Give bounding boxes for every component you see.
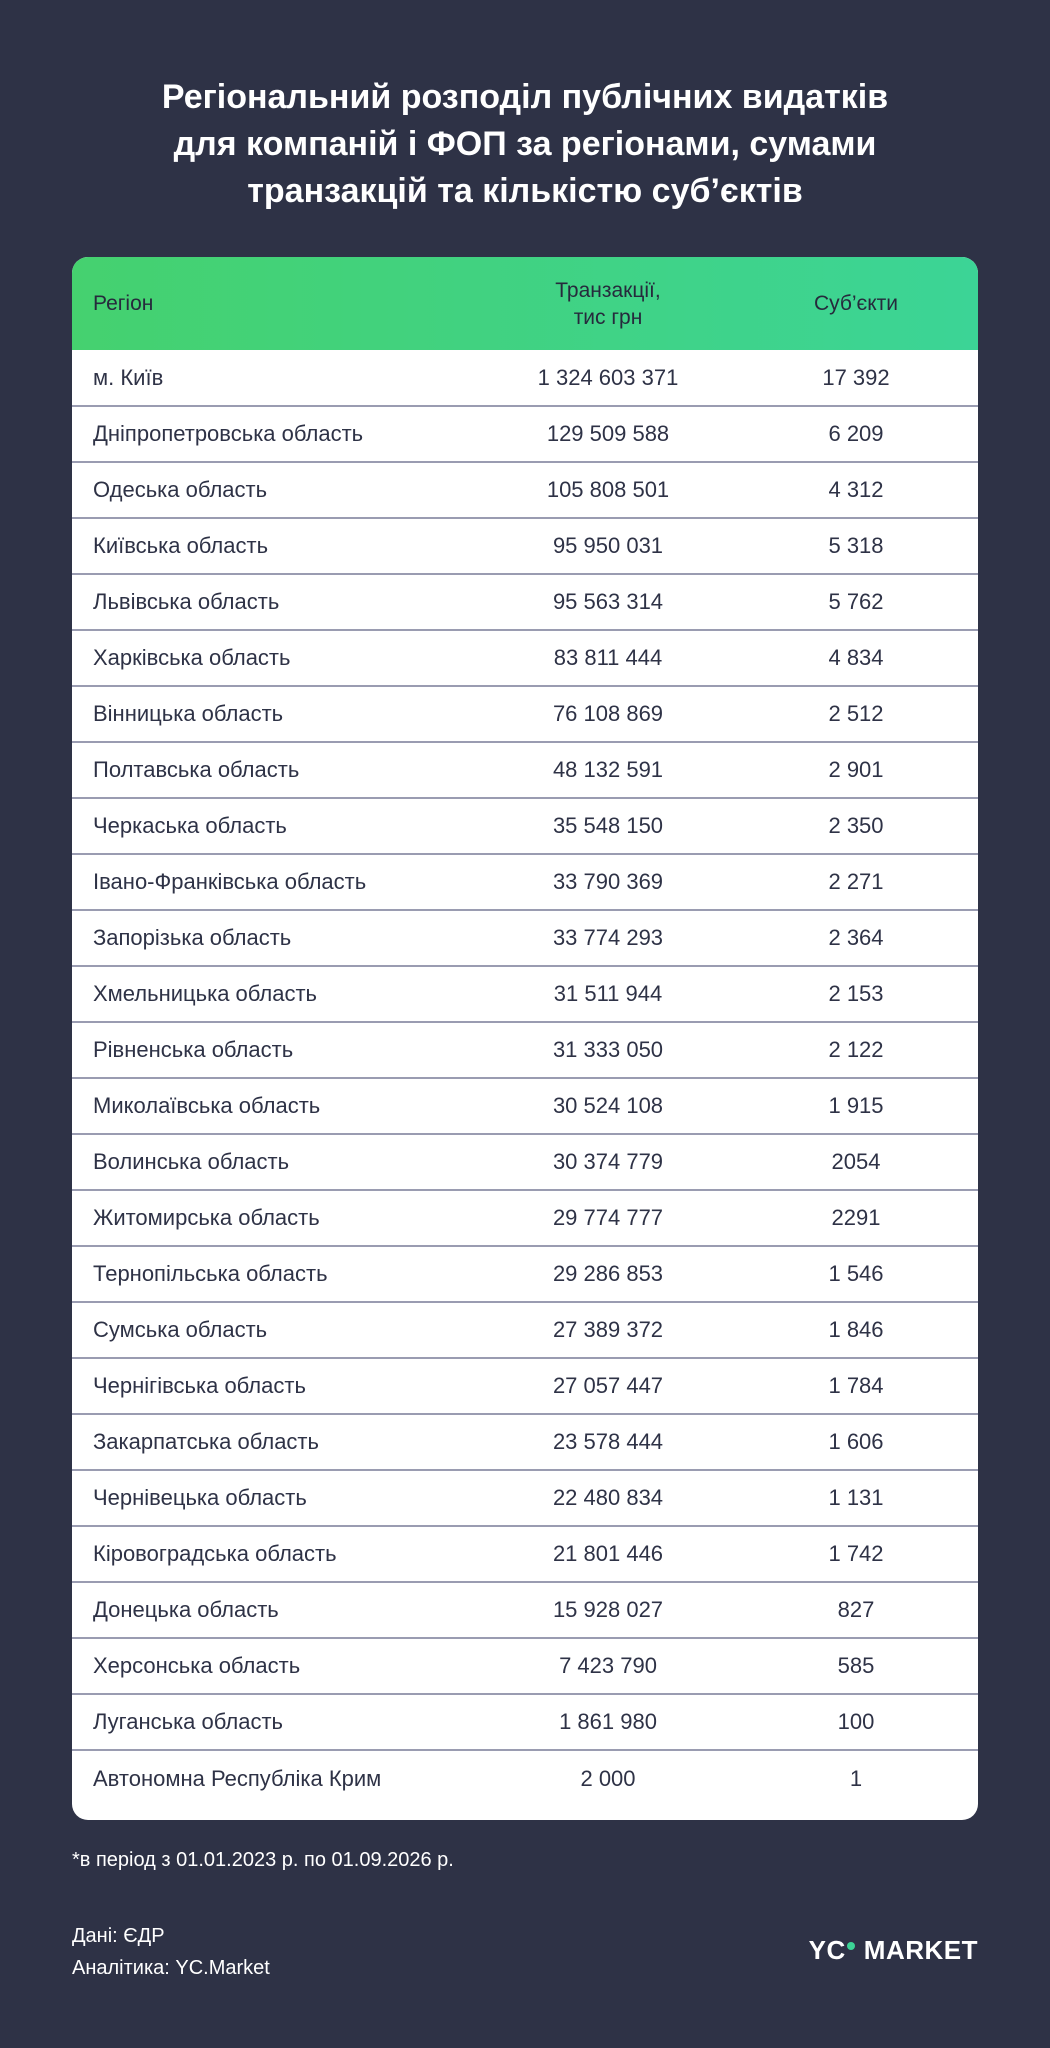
table-row <box>72 910 978 966</box>
table-row <box>72 406 978 462</box>
table-row <box>72 742 978 798</box>
cell-region: Івано-Франківська область <box>72 854 482 910</box>
cell-region: Рівненська область <box>72 1022 482 1078</box>
data-table-card <box>72 257 978 1820</box>
yc-market-logo <box>809 1935 978 1966</box>
table-row <box>72 854 978 910</box>
table-row <box>72 1302 978 1358</box>
period-footnote: *в період з 01.01.2023 р. по 01.09.2026 р. <box>72 1849 454 1871</box>
table-row <box>72 518 978 574</box>
cell-subjects: 1 546 <box>734 1246 978 1302</box>
table-row <box>72 1134 978 1190</box>
table-row <box>72 1246 978 1302</box>
column-header-transactions <box>482 257 734 350</box>
cell-subjects: 5 762 <box>734 574 978 630</box>
cell-transactions: 95 563 314 <box>482 574 734 630</box>
table-row <box>72 798 978 854</box>
cell-region: Тернопільська область <box>72 1246 482 1302</box>
cell-subjects: 2 901 <box>734 742 978 798</box>
cell-transactions: 129 509 588 <box>482 406 734 462</box>
logo-text-market: MARKET <box>863 1935 978 1965</box>
cell-subjects: 100 <box>734 1694 978 1750</box>
cell-transactions: 1 861 980 <box>482 1694 734 1750</box>
table-row <box>72 1470 978 1526</box>
cell-transactions: 33 774 293 <box>482 910 734 966</box>
cell-transactions: 35 548 150 <box>482 798 734 854</box>
cell-region: Львівська область <box>72 574 482 630</box>
cell-region: Харківська область <box>72 630 482 686</box>
data-source: Дані: ЄДР <box>72 1925 165 1947</box>
cell-transactions: 15 928 027 <box>482 1582 734 1638</box>
analytics-source: Аналітика: YC.Market <box>72 1957 270 1979</box>
cell-transactions: 27 389 372 <box>482 1302 734 1358</box>
cell-transactions: 30 524 108 <box>482 1078 734 1134</box>
cell-region: Автономна Республіка Крим <box>72 1750 482 1806</box>
table-row <box>72 966 978 1022</box>
table-row <box>72 1582 978 1638</box>
cell-transactions: 31 333 050 <box>482 1022 734 1078</box>
table-row <box>72 1750 978 1806</box>
cell-region: Закарпатська область <box>72 1414 482 1470</box>
table-row <box>72 1078 978 1134</box>
cell-region: Київська область <box>72 518 482 574</box>
cell-transactions: 83 811 444 <box>482 630 734 686</box>
cell-transactions: 33 790 369 <box>482 854 734 910</box>
logo-dot-icon <box>847 1942 855 1950</box>
cell-subjects: 2 153 <box>734 966 978 1022</box>
logo-text-yc: YC <box>808 1935 846 1965</box>
cell-transactions: 21 801 446 <box>482 1526 734 1582</box>
cell-transactions: 22 480 834 <box>482 1470 734 1526</box>
table-row <box>72 574 978 630</box>
table-row <box>72 1526 978 1582</box>
cell-subjects: 827 <box>734 1582 978 1638</box>
cell-subjects: 2 350 <box>734 798 978 854</box>
regional-spending-table <box>72 257 978 1806</box>
cell-region: Чернівецька область <box>72 1470 482 1526</box>
cell-subjects: 17 392 <box>822 364 890 390</box>
cell-subjects: 1 846 <box>734 1302 978 1358</box>
title-line-3: транзакцій та кількістю суб’єктів <box>247 172 803 210</box>
cell-transactions: 31 511 944 <box>482 966 734 1022</box>
cell-region: Волинська область <box>72 1134 482 1190</box>
cell-region: Херсонська область <box>72 1638 482 1694</box>
cell-region: Запорізька область <box>72 910 482 966</box>
cell-region: Чернігівська область <box>72 1358 482 1414</box>
cell-subjects: 4 834 <box>734 630 978 686</box>
cell-region: м. Київ <box>93 364 164 390</box>
source-credits <box>72 1920 270 1984</box>
column-header-subjects: Суб’єкти <box>813 292 899 315</box>
cell-transactions: 7 423 790 <box>482 1638 734 1694</box>
cell-transactions: 23 578 444 <box>482 1414 734 1470</box>
table-row <box>72 1022 978 1078</box>
table-row <box>72 1414 978 1470</box>
column-header-transactions-line1: Транзакції, <box>555 278 661 302</box>
cell-subjects: 1 <box>734 1750 978 1806</box>
cell-subjects: 1 606 <box>734 1414 978 1470</box>
cell-transactions: 1 324 603 371 <box>537 364 679 390</box>
cell-subjects: 1 742 <box>734 1526 978 1582</box>
cell-region: Черкаська область <box>72 798 482 854</box>
title-line-1: Регіональний розподіл публічних видатків <box>161 78 889 116</box>
table-row <box>72 462 978 518</box>
cell-subjects: 2 271 <box>734 854 978 910</box>
table-row <box>72 1190 978 1246</box>
cell-subjects: 2 512 <box>734 686 978 742</box>
cell-subjects: 2054 <box>734 1134 978 1190</box>
cell-transactions: 48 132 591 <box>482 742 734 798</box>
cell-transactions: 105 808 501 <box>482 462 734 518</box>
title-line-2: для компаній і ФОП за регіонами, сумами <box>173 125 877 163</box>
cell-transactions: 30 374 779 <box>482 1134 734 1190</box>
cell-subjects: 1 915 <box>734 1078 978 1134</box>
cell-subjects: 5 318 <box>734 518 978 574</box>
cell-subjects: 2 122 <box>734 1022 978 1078</box>
column-header-transactions-line2: тис грн <box>573 305 643 329</box>
table-header-row <box>72 257 978 350</box>
cell-subjects: 1 131 <box>734 1470 978 1526</box>
table-row <box>72 1694 978 1750</box>
cell-region: Одеська область <box>72 462 482 518</box>
table-row <box>72 350 978 406</box>
cell-region: Сумська область <box>72 1302 482 1358</box>
cell-transactions: 29 286 853 <box>482 1246 734 1302</box>
table-body <box>72 350 978 1806</box>
column-header-region: Регіон <box>93 292 154 315</box>
cell-region: Житомирська область <box>72 1190 482 1246</box>
cell-subjects: 6 209 <box>734 406 978 462</box>
table-row <box>72 686 978 742</box>
cell-subjects: 585 <box>734 1638 978 1694</box>
cell-transactions: 29 774 777 <box>482 1190 734 1246</box>
cell-region: Луганська область <box>72 1694 482 1750</box>
cell-transactions: 27 057 447 <box>482 1358 734 1414</box>
cell-region: Хмельницька область <box>72 966 482 1022</box>
table-row <box>72 1358 978 1414</box>
cell-region: Донецька область <box>72 1582 482 1638</box>
cell-subjects: 2291 <box>734 1190 978 1246</box>
cell-region: Дніпропетровська область <box>72 406 482 462</box>
cell-transactions: 2 000 <box>482 1750 734 1806</box>
table-row <box>72 630 978 686</box>
cell-region: Миколаївська область <box>72 1078 482 1134</box>
cell-region: Вінницька область <box>72 686 482 742</box>
cell-subjects: 4 312 <box>734 462 978 518</box>
cell-region: Кіровоградська область <box>72 1526 482 1582</box>
page-title <box>60 74 990 215</box>
cell-transactions: 76 108 869 <box>482 686 734 742</box>
cell-region: Полтавська область <box>72 742 482 798</box>
cell-subjects: 2 364 <box>734 910 978 966</box>
table-header <box>72 257 978 350</box>
cell-transactions: 95 950 031 <box>482 518 734 574</box>
table-row <box>72 1638 978 1694</box>
cell-subjects: 1 784 <box>734 1358 978 1414</box>
